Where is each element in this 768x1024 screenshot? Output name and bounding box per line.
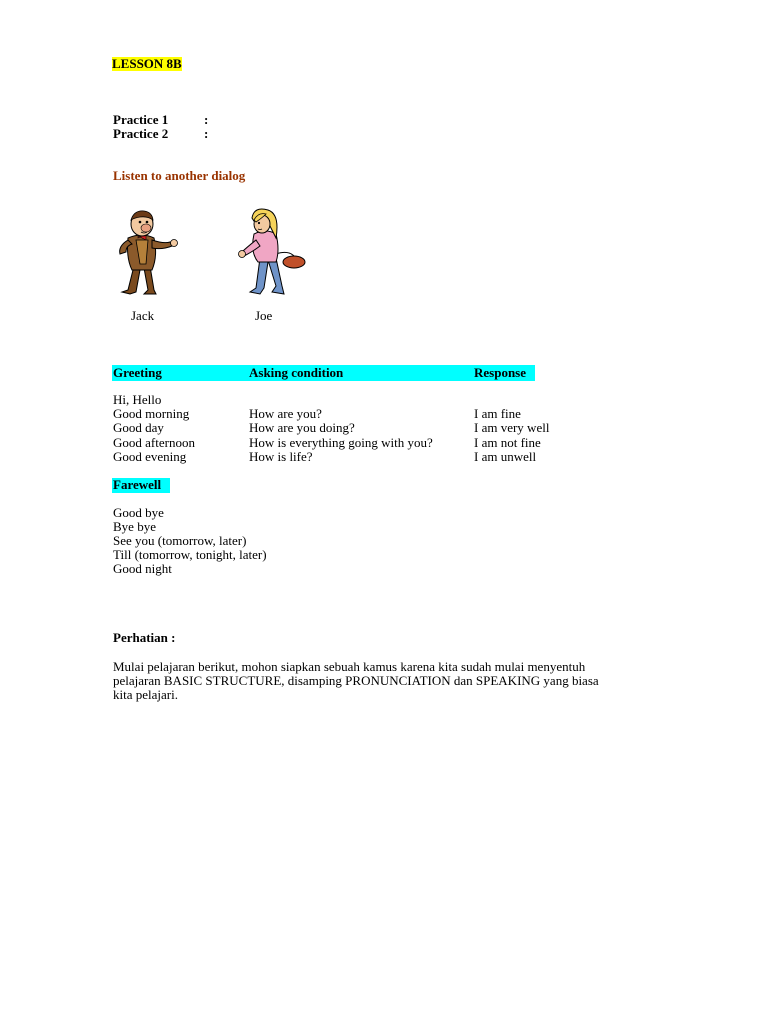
response-item: I am not fine — [474, 435, 541, 450]
greeting-item: Good evening — [113, 449, 187, 464]
response-item: I am unwell — [474, 449, 537, 464]
greeting-item: Hi, Hello — [113, 392, 162, 407]
greeting-item: Good day — [113, 420, 164, 435]
practice-2-colon: : — [204, 126, 209, 141]
farewell-item: Till (tomorrow, tonight, later) — [113, 547, 267, 562]
greeting-item: Good afternoon — [113, 435, 195, 450]
listen-heading: Listen to another dialog — [113, 168, 246, 183]
asking-item: How are you doing? — [249, 420, 355, 435]
asking-item: How is everything going with you? — [249, 435, 433, 450]
farewell-item: Good bye — [113, 505, 164, 520]
farewell-heading: Farewell — [113, 477, 162, 492]
farewell-item: Good night — [113, 561, 172, 576]
man-cartoon-icon — [110, 208, 182, 296]
woman-cartoon-icon — [236, 208, 310, 296]
lesson-title: LESSON 8B — [112, 56, 182, 71]
farewell-item: See you (tomorrow, later) — [113, 533, 247, 548]
header-greeting: Greeting — [113, 365, 162, 380]
note-line: pelajaran BASIC STRUCTURE, disamping PRONUNCIATION dan SPEAKING yang biasa — [113, 673, 599, 688]
note-heading: Perhatian : — [113, 630, 176, 645]
greeting-item: Good morning — [113, 406, 190, 421]
header-asking-condition: Asking condition — [249, 365, 344, 380]
character-name-jack: Jack — [131, 308, 155, 323]
asking-item: How is life? — [249, 449, 313, 464]
practice-2-label: Practice 2 — [113, 126, 169, 141]
asking-item: How are you? — [249, 406, 322, 421]
practice-1-colon: : — [204, 112, 209, 127]
note-line: Mulai pelajaran berikut, mohon siapkan sebuah kamus karena kita sudah mulai menyentuh — [113, 659, 586, 674]
response-item: I am fine — [474, 406, 521, 421]
header-response: Response — [474, 365, 527, 380]
note-line: kita pelajari. — [113, 687, 178, 702]
farewell-item: Bye bye — [113, 519, 156, 534]
character-name-joe: Joe — [255, 308, 273, 323]
practice-1-label: Practice 1 — [113, 112, 169, 127]
response-item: I am very well — [474, 420, 550, 435]
